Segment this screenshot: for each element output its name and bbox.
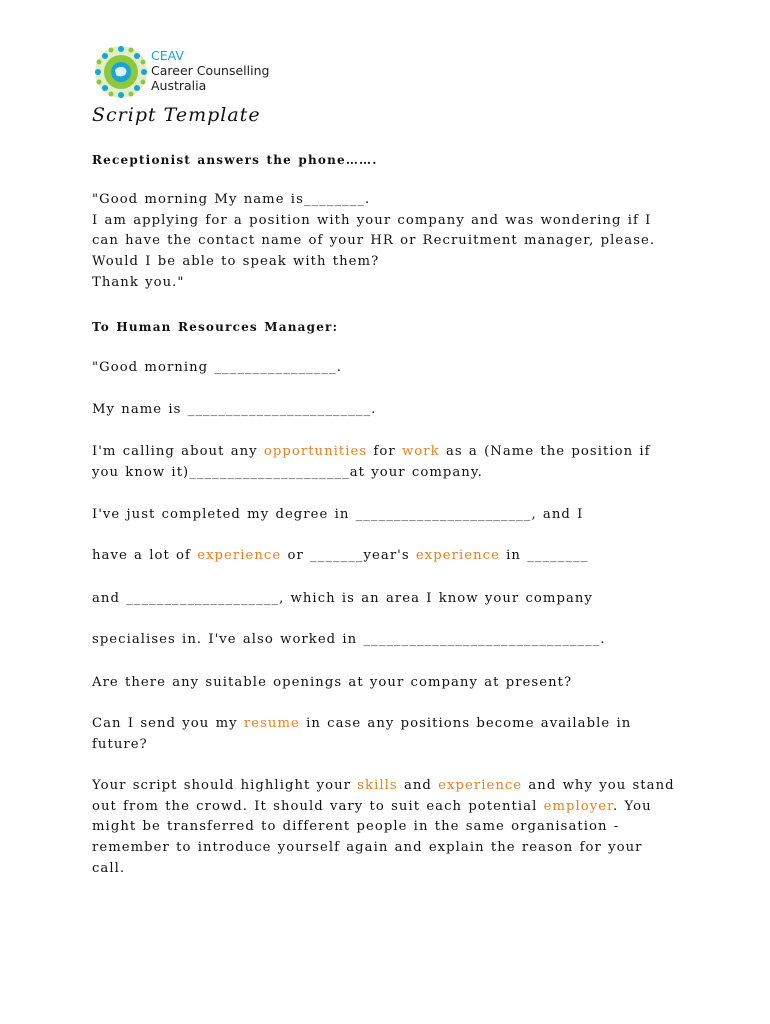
resume-link[interactable]: resume xyxy=(243,716,300,731)
opportunities-link[interactable]: opportunities xyxy=(263,444,368,459)
calling-line-1 xyxy=(92,442,651,463)
text: have a lot of xyxy=(92,548,198,563)
closing-line-5: call. xyxy=(92,860,126,876)
specialises-line: specialises in. I've also worked in _______________________________. xyxy=(92,632,606,647)
closing-line-3: might be transferred to different people in the same organisation - xyxy=(92,819,620,835)
hr-name-line: My name is ________________________. xyxy=(92,402,377,417)
employer-link[interactable]: employer xyxy=(543,798,614,814)
hr-heading: To Human Resources Manager: xyxy=(92,320,339,334)
hr-greeting: "Good morning ________________. xyxy=(92,360,342,375)
logo-brand: CEAV xyxy=(151,48,184,63)
script-line: Thank you." xyxy=(92,274,185,290)
script-line: can have the contact name of your HR or Recruitment manager, please. xyxy=(92,233,656,249)
closing-line-1 xyxy=(92,776,675,797)
script-line: "Good morning My name is________. xyxy=(92,192,371,207)
closing-line-2 xyxy=(92,797,675,818)
globe-people-icon xyxy=(93,44,149,100)
script-line: I am applying for a position with your company and was wondering if I xyxy=(92,212,652,228)
text: . You xyxy=(613,798,652,814)
logo-text xyxy=(151,48,269,93)
text: I'm calling about any xyxy=(92,444,264,459)
resume-line-1 xyxy=(92,714,631,735)
logo-line-2: Australia xyxy=(151,78,207,93)
closing-line-4: remember to introduce yourself again and explain the reason for your xyxy=(92,840,643,856)
text: and xyxy=(397,778,439,793)
text: in case any positions become available in xyxy=(299,716,632,731)
text: for xyxy=(367,444,402,459)
ceav-logo xyxy=(93,44,293,100)
and-line: and ____________________, which is an area I know your company xyxy=(92,591,593,606)
experience-link[interactable]: experience xyxy=(438,778,523,793)
receptionist-heading: Receptionist answers the phone……. xyxy=(92,153,378,167)
logo-line-1: Career Counselling xyxy=(151,63,270,78)
receptionist-script xyxy=(92,190,655,294)
experience-line xyxy=(92,546,588,567)
text: out from the crowd. It should vary to suit each potential xyxy=(92,798,544,814)
text: or _______year's xyxy=(281,548,416,563)
text: in ________ xyxy=(499,548,589,563)
calling-line-2: you know it)_____________________at your company. xyxy=(92,464,483,480)
openings-line: Are there any suitable openings at your company at present? xyxy=(92,675,573,690)
skills-link[interactable]: skills xyxy=(357,778,398,793)
text: and why you stand xyxy=(522,778,675,793)
experience-link[interactable]: experience xyxy=(415,548,500,563)
degree-line: I've just completed my degree in _______________________, and I xyxy=(92,507,584,522)
closing-paragraph xyxy=(92,776,675,880)
page-title: Script Template xyxy=(92,104,261,126)
resume-line-2: future? xyxy=(92,736,148,752)
script-line: Would I be able to speak with them? xyxy=(92,254,380,270)
text: Can I send you my xyxy=(92,716,244,731)
text: Your script should highlight your xyxy=(92,778,358,793)
calling-paragraph xyxy=(92,442,651,483)
resume-paragraph xyxy=(92,714,631,755)
work-link[interactable]: work xyxy=(401,444,440,459)
text: as a (Name the position if xyxy=(439,444,651,459)
experience-link[interactable]: experience xyxy=(197,548,282,563)
